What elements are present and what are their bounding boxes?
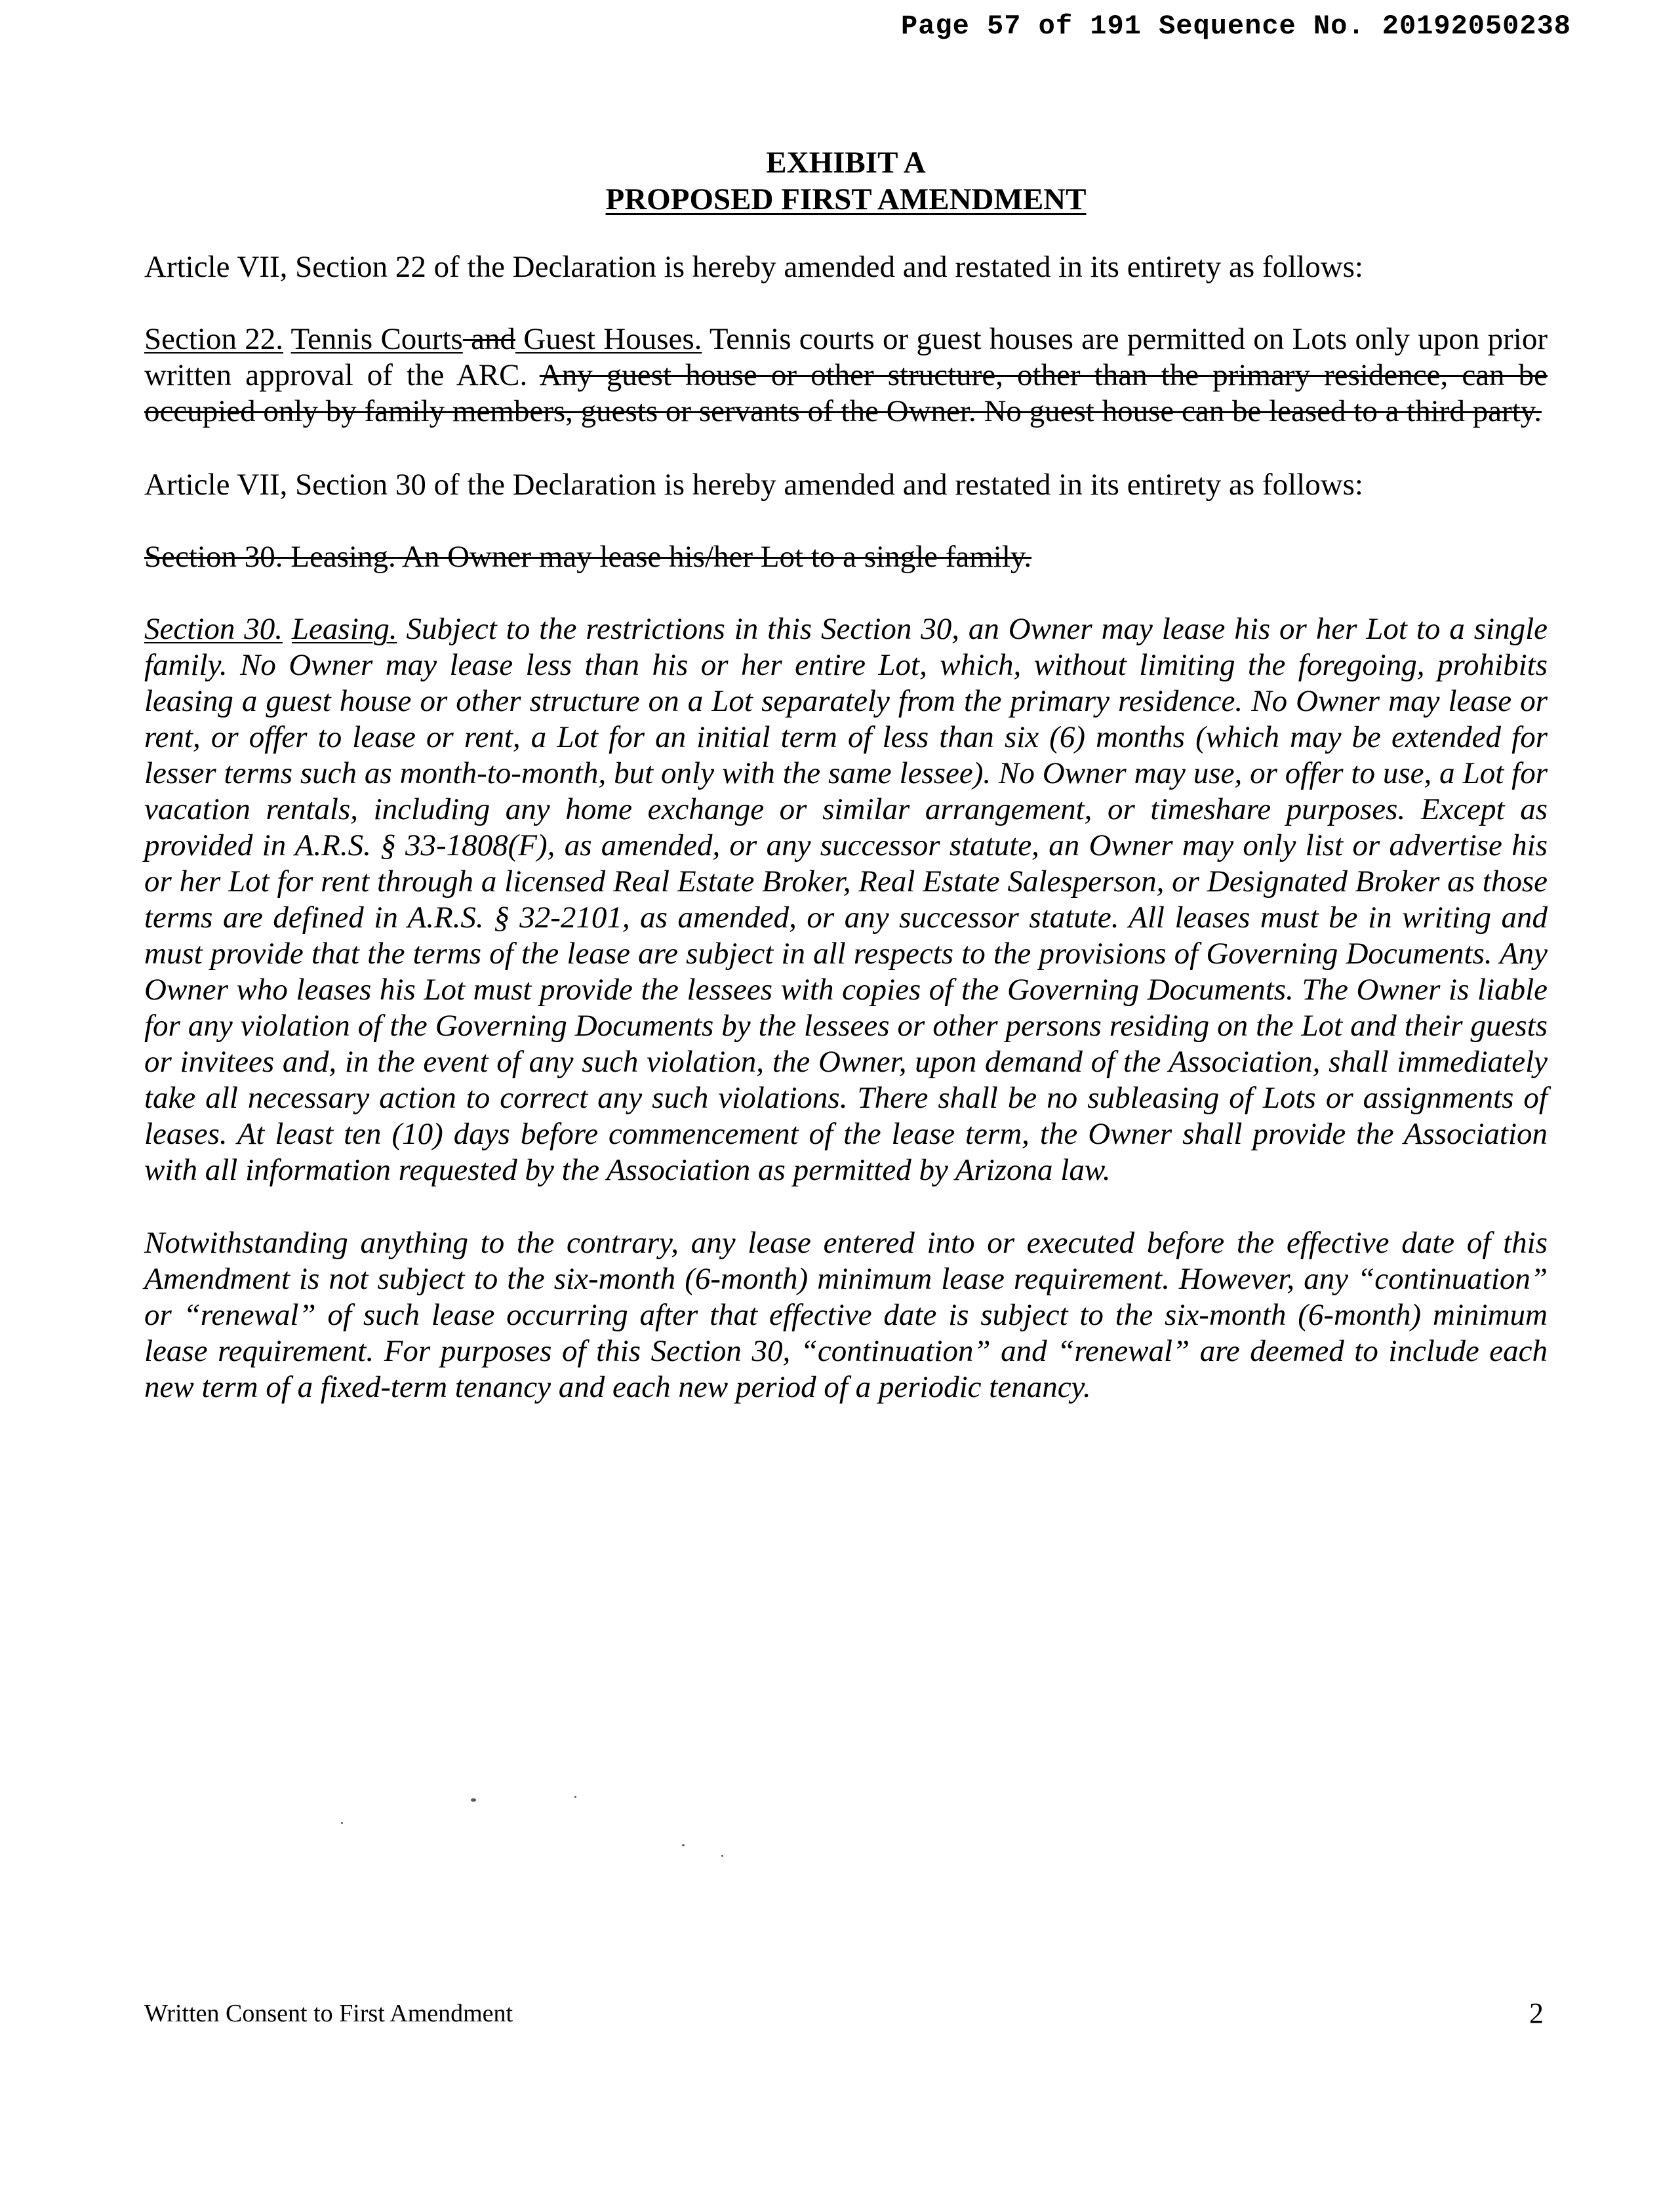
footer-document-title: Written Consent to First Amendment [144, 2000, 513, 2027]
scan-speck [574, 1796, 576, 1798]
section-30-new-heading: Leasing. [291, 612, 397, 646]
exhibit-title [144, 144, 1548, 218]
section-22-paragraph [144, 321, 1548, 430]
section-30-old-paragraph [144, 539, 1548, 575]
section-22-heading-a: Tennis Courts [290, 322, 463, 356]
page-sequence-stamp: Page 57 of 191 Sequence No. 20192050238 [901, 10, 1571, 42]
section-22-struck-text: Any guest house or other structure, other than the primary residence, can be occupied only by family members, guests or servants of the Owner. No guest house can be leased to a third party. [144, 358, 1548, 428]
scan-speck [471, 1798, 476, 1802]
section-30-new-paragraph [144, 611, 1548, 1188]
section-30-new-number: Section 30. [144, 612, 283, 646]
intro-section-30: Article VII, Section 30 of the Declaration is hereby amended and restated in its entirety as follows: [144, 468, 1363, 502]
scan-speck [721, 1855, 723, 1857]
section-30-old-number: Section 30. [144, 540, 283, 574]
section-30-old-body: An Owner may lease his/her Lot to a single family. [395, 540, 1032, 574]
amendment-heading: PROPOSED FIRST AMENDMENT [605, 182, 1087, 216]
exhibit-heading: EXHIBIT A [766, 146, 926, 180]
section-22-heading-struck: and [462, 322, 515, 356]
scan-speck [341, 1822, 343, 1824]
scan-speck [682, 1844, 685, 1846]
section-22-heading-b: Guest Houses. [515, 322, 702, 356]
notwithstanding-paragraph: Notwithstanding anything to the contrary, any lease entered into or executed before the effective date of this Amendment is not subject to the six-month (6-month) minimum lease requirement. However, any “continuation” or “renewal” of such lease occurring after that effective date is subject to the six-month (6-month) minimum lease requirement. For purposes of this Section 30, “continuation” and “renewal” are deemed to include each new term of a fixed-term tenancy and each new period of a periodic tenancy. [144, 1226, 1548, 1404]
footer-page-number: 2 [1529, 1997, 1544, 2029]
intro-section-22: Article VII, Section 22 of the Declaration is hereby amended and restated in its entirety as follows: [144, 250, 1363, 284]
section-22-body: Tennis courts or guest houses are permitted on Lots only upon prior written approval of the ARC. [144, 322, 1548, 392]
section-30-old-heading: Leasing. [283, 540, 396, 574]
section-30-new-body: Subject to the restrictions in this Section 30, an Owner may lease his or her Lot to a single family. No Owner may lease less than his or her entire Lot, which, without limiting the foregoing, prohibits leasing a guest house or other structure on a Lot separately from the primary residence. No Owner may lease or rent, or offer to lease or rent, a Lot for an initial term of less than six (6) months (which may be extended for lesser terms such as month-to-month, but only with the same lessee). No Owner may use, or offer to use, a Lot for vacation rentals, including any home exchange or similar arrangement, or timeshare purposes. Except as provided in A.R.S. § 33-1808(F), as amended, or any successor statute, an Owner may only list or advertise his or her Lot for rent through a licensed Real Estate Broker, Real Estate Salesperson, or Designated Broker as those terms are defined in A.R.S. § 32-2101, as amended, or any successor statute. All leases must be in writing and must provide that the terms of the lease are subject in all respects to the provisions of Governing Documents. Any Owner who leases his Lot must provide the lessees with copies of the Governing Documents. The Owner is liable for any violation of the Governing Documents by the lessees or other persons residing on the Lot and their guests or invitees and, in the event of any such violation, the Owner, upon demand of the Association, shall immediately take all necessary action to correct any such violations. There shall be no subleasing of Lots or assignments of leases. At least ten (10) days before commencement of the lease term, the Owner shall provide the Association with all information requested by the Association as permitted by Arizona law. [144, 612, 1548, 1187]
section-22-number: Section 22. [144, 322, 284, 356]
